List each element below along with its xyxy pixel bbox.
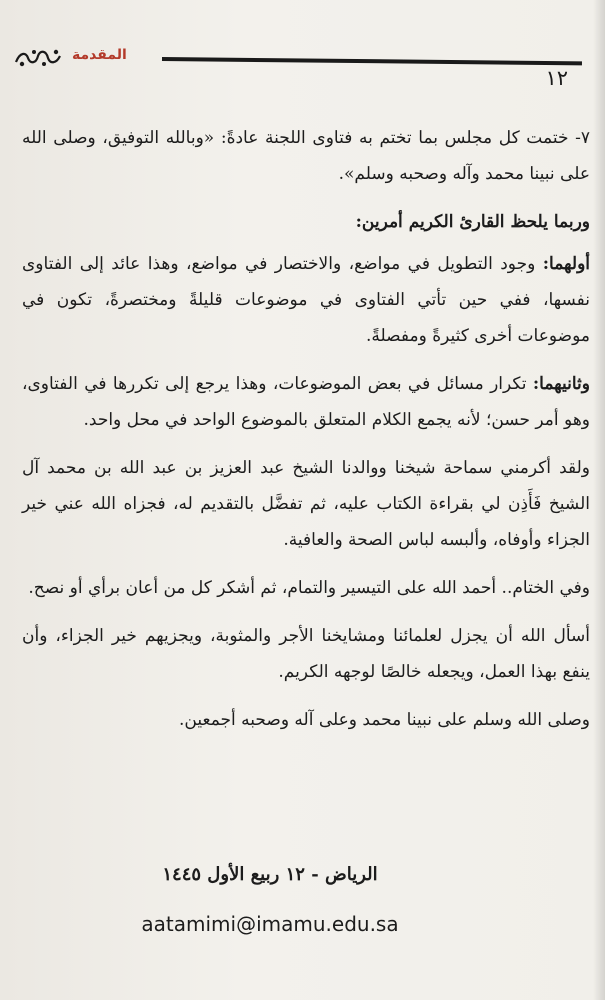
paragraph-closing: وفي الختام.. أحمد الله على التيسير والتمام، ثم أشكر كل من أعان برأي أو نصح. <box>28 578 590 598</box>
page-number: ١٢ <box>545 66 568 90</box>
paragraph-prayer: أسأل الله أن يجزل لعلمائنا ومشايخنا الأجر والمثوبة، ويجزيهم خير الجزاء، وأن ينفع بهذا العمل، ويجعله خالصًا لوجهه الكريم. <box>22 626 590 682</box>
paragraph-second <box>22 366 590 438</box>
paragraph-salutation: وصلى الله وسلم على نبينا محمد وعلى آله وصحبه أجمعين. <box>179 710 590 730</box>
page-gutter-shadow <box>593 0 605 1000</box>
floral-ornament-icon <box>14 46 64 70</box>
author-email: aatamimi@imamu.edu.sa <box>141 912 399 936</box>
header-rule <box>162 57 582 65</box>
paragraph-thanks: ولقد أكرمني سماحة شيخنا ووالدنا الشيخ عبد العزيز بن عبد الله بن محمد آل الشيخ فَأَذِن لي بقراءة الكتاب عليه، ثم تفضَّل بالتقديم له، فجزاه الله عني خير الجزاء وأوفاه، وألبسه لباس الصحة والعافية. <box>22 458 590 550</box>
section-heading: وربما يلحظ القارئ الكريم أمرين: <box>355 212 590 232</box>
first-label: أولهما: <box>542 254 590 274</box>
first-text: وجود التطويل في مواضع، والاختصار في مواضع، وهذا عائد إلى الفتاوى نفسها، ففي حين تأتي الفتاوى في موضوعات قليلةً ومختصرةً، تكون في موضوعات أخرى كثيرةً ومفصلةً. <box>22 254 590 346</box>
paragraph-first <box>22 246 590 354</box>
body-text <box>22 120 590 750</box>
running-header <box>14 40 584 90</box>
chapter-title: المقدمة <box>72 47 127 63</box>
second-text: تكرار مسائل في بعض الموضوعات، وهذا يرجع إلى تكررها في الفتاوى، وهو أمر حسن؛ لأنه يجمع الكلام المتعلق بالموضوع الواحد في محل واحد. <box>22 374 590 430</box>
second-label: وثانيهما: <box>532 374 590 394</box>
paragraph-item-7: ٧- ختمت كل مجلس بما تختم به فتاوى اللجنة عادةً: «وبالله التوفيق، وصلى الله على نبينا محمد وآله وصحبه وسلم». <box>22 128 590 184</box>
place-date: الرياض - ١٢ ربيع الأول ١٤٤٥ <box>162 864 378 885</box>
